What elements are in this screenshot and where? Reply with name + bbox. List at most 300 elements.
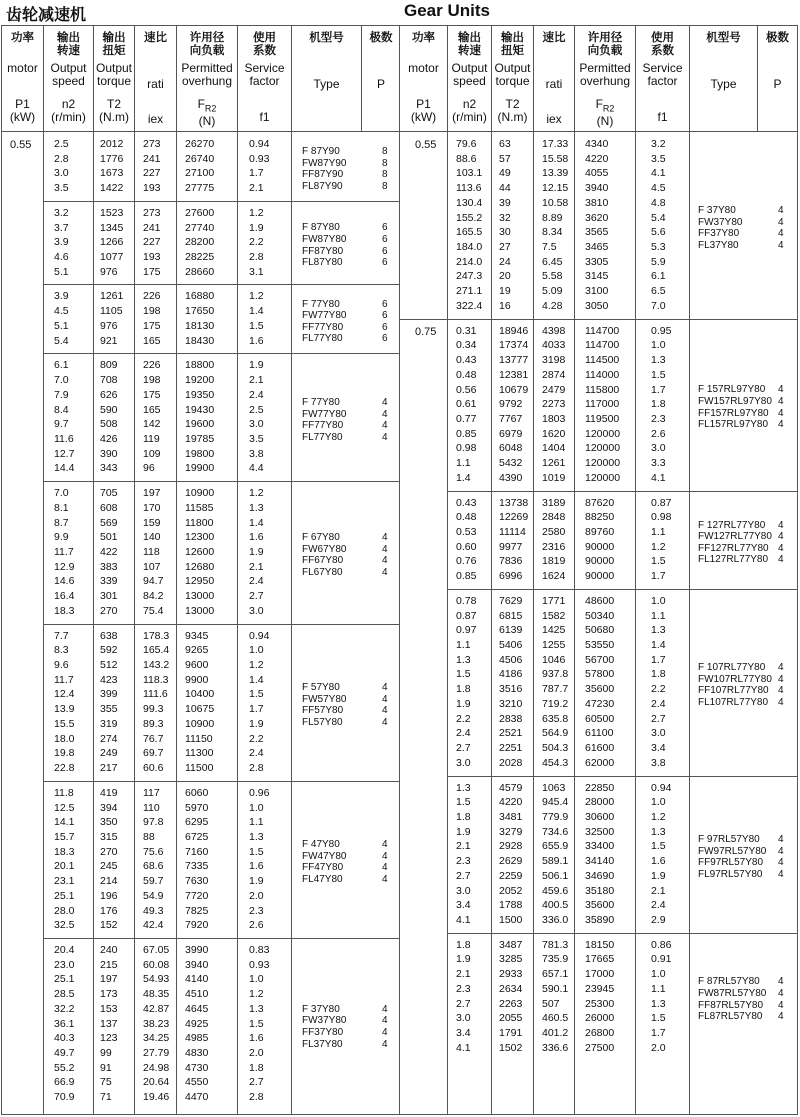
output-torque-cell: 343 [100,462,118,475]
group-divider [44,481,399,482]
table-group [2,781,399,938]
model-row [302,681,388,694]
permitted-overhung-cell: 18800 [185,359,215,372]
table-group [400,491,797,589]
permitted-overhung-cell: 11800 [185,516,214,529]
output-speed-cell: 2.3 [456,855,471,868]
model-type: FW87Y80 [302,234,347,246]
model-poles: 6 [382,333,388,345]
service-factor-cell: 0.93 [249,152,270,165]
ratio-cell: 657.1 [542,968,569,981]
table-row [400,997,690,1012]
permitted-overhung-cell: 4550 [185,1076,209,1089]
service-factor-cell: 2.2 [249,732,264,745]
model-poles: 4 [778,987,784,999]
header-col-4 [575,26,636,132]
output-speed-cell: 5.1 [54,265,69,278]
output-speed-cell: 1.3 [456,653,471,666]
table-row [400,884,690,899]
output-speed-cell: 0.43 [456,354,477,367]
permitted-overhung-cell: 3620 [585,211,609,224]
output-speed-cell: 32.5 [54,919,75,932]
model-type: FF107RL77Y80 [698,685,769,697]
header-label-en: motor [408,61,439,75]
permitted-overhung-cell: 17665 [585,953,615,966]
output-torque-cell: 12269 [499,511,529,524]
model-poles: 4 [382,431,388,443]
ratio-cell: 2479 [542,383,566,396]
model-row [698,228,784,240]
header-label-en: P [376,77,385,91]
model-row [698,987,784,1000]
service-factor-cell: 1.2 [249,659,264,672]
header-label-en: rati [147,77,164,91]
output-speed-cell: 0.85 [456,570,477,583]
service-factor-cell: 2.4 [651,697,666,710]
ratio-cell: 175 [143,319,161,332]
table-group [400,319,797,491]
service-factor-cell: 2.0 [249,889,264,902]
output-torque-cell: 71 [100,1091,112,1104]
model-type: F 77Y80 [302,298,340,310]
ratio-cell: 49.3 [143,904,164,917]
output-torque-cell: 3487 [499,938,523,951]
permitted-overhung-cell: 16880 [185,290,215,303]
output-torque-cell: 2629 [499,855,523,868]
table-row [2,319,292,334]
output-speed-cell: 88.6 [456,152,477,165]
header-symbol: n2 [61,97,76,111]
table-row [400,269,690,284]
model-row [698,868,784,881]
service-factor-cell: 2.7 [249,590,264,603]
output-torque-cell: 27 [499,241,511,254]
model-type: FW57Y80 [302,693,347,705]
output-torque-cell: 9792 [499,398,523,411]
output-speed-cell: 9.6 [54,659,69,672]
service-factor-cell: 1.0 [249,973,264,986]
service-factor-cell: 1.4 [249,673,264,686]
output-speed-cell: 3.9 [54,290,69,303]
service-factor-cell: 0.83 [249,944,270,956]
model-row [302,850,388,863]
model-row [698,395,784,408]
service-factor-cell: 3.8 [249,447,264,460]
output-torque-cell: 2055 [499,1012,523,1025]
page-title-english: Gear Units [404,1,490,20]
header-unit: (N) [198,114,216,129]
output-torque-cell: 274 [100,732,118,745]
permitted-overhung-cell: 35600 [585,683,615,696]
table-row [400,898,690,913]
table-row [2,417,292,432]
ratio-cell: 1425 [542,624,566,637]
model-row [302,555,388,567]
table-row [400,638,690,653]
header-unit: (r/min) [51,110,86,124]
output-torque-cell: 339 [100,575,118,588]
output-torque-cell: 2521 [499,727,523,740]
table-row [400,967,690,982]
ratio-cell: 8.89 [542,211,563,224]
permitted-overhung-cell: 60500 [585,712,615,725]
table-row [2,334,292,349]
model-poles: 4 [382,681,388,693]
output-speed-cell: 15.5 [54,717,75,730]
service-factor-cell: 6.1 [651,270,666,283]
output-torque-cell: 1077 [100,251,124,264]
table-row [2,1075,292,1090]
permitted-overhung-cell: 13000 [185,590,215,603]
model-poles: 4 [382,850,388,862]
table-row [2,943,292,958]
output-speed-cell: 2.7 [456,742,471,755]
permitted-overhung-cell: 90000 [585,570,615,583]
output-speed-cell: 4.5 [54,305,69,318]
output-torque-cell: 7767 [499,412,523,425]
output-torque-cell: 1266 [100,236,124,249]
output-speed-cell: 12.7 [54,447,75,460]
permitted-overhung-cell: 35180 [585,884,615,897]
model-poles: 6 [382,321,388,333]
table-row [400,299,690,314]
service-factor-cell: 0.98 [651,511,672,524]
ratio-cell: 1803 [542,412,566,425]
output-speed-cell: 0.97 [456,624,477,637]
ratio-cell: 69.7 [143,747,164,760]
output-speed-cell: 0.34 [456,339,477,352]
output-speed-cell: 3.4 [456,899,471,912]
model-row [698,205,784,217]
ratio-cell: 15.58 [542,152,569,165]
output-speed-cell: 0.43 [456,496,477,509]
header-label-en: Service factor [642,61,683,88]
ratio-cell: 143.2 [143,659,170,672]
permitted-overhung-cell: 3100 [585,285,609,298]
model-list [302,298,388,345]
ratio-cell: 787.7 [542,683,569,696]
permitted-overhung-cell: 56700 [585,653,615,666]
ratio-cell: 54.93 [143,973,170,986]
output-torque-cell: 2251 [499,742,523,755]
power-divider [400,319,448,320]
service-factor-cell: 1.1 [651,525,666,538]
output-speed-cell: 25.1 [54,889,75,902]
output-speed-cell: 40.3 [54,1032,75,1045]
service-factor-cell: 0.87 [651,496,672,509]
model-type: FF87Y90 [302,169,344,181]
permitted-overhung-cell: 10900 [185,487,215,500]
table-group [2,353,399,481]
ratio-cell: 24.98 [143,1061,170,1074]
table-row [400,839,690,854]
table-row [400,569,690,584]
permitted-overhung-cell: 12300 [185,531,215,544]
output-torque-cell: 422 [100,545,118,558]
model-type: FW97RL57Y80 [698,845,767,857]
model-poles: 6 [382,234,388,246]
model-type: FL87Y80 [302,257,343,269]
group-divider [448,491,797,492]
output-torque-cell: 13777 [499,354,529,367]
output-speed-cell: 8.1 [54,501,69,514]
table-row [400,869,690,884]
output-speed-cell: 9.7 [54,418,69,431]
output-speed-cell: 12.5 [54,801,75,814]
model-poles: 4 [778,661,784,673]
output-torque-cell: 11114 [499,525,526,538]
output-torque-cell: 569 [100,516,118,529]
output-speed-cell: 130.4 [456,196,483,209]
output-torque-cell: 508 [100,418,118,431]
model-row [302,716,388,729]
ratio-cell: 159 [143,516,161,529]
table-row [400,211,690,226]
motor-power: 0.55 [415,139,437,151]
output-speed-cell: 0.61 [456,398,477,411]
table-row [2,501,292,516]
model-type: F 37Y80 [302,1003,340,1015]
permitted-overhung-cell: 3940 [585,182,609,195]
service-factor-cell: 1.1 [249,816,264,829]
permitted-overhung-cell: 53550 [585,639,615,652]
model-type: F 107RL77Y80 [698,661,766,673]
model-poles: 8 [382,157,388,169]
service-factor-cell: 2.1 [249,182,264,195]
model-list [698,205,784,251]
model-poles: 8 [382,169,388,181]
model-type: FF37Y80 [698,228,740,240]
output-torque-cell: 39 [499,196,511,209]
model-row [302,705,388,717]
ratio-cell: 60.6 [143,762,164,775]
service-factor-cell: 1.2 [249,988,264,1001]
output-speed-cell: 3.4 [456,1027,471,1040]
header-col-3 [135,26,177,132]
output-torque-cell: 2838 [499,712,523,725]
ratio-cell: 734.6 [542,825,569,838]
header-unit: iex [546,112,562,126]
permitted-overhung-cell: 89760 [585,525,615,538]
service-factor-cell: 2.1 [651,884,666,897]
output-torque-cell: 63 [499,138,511,150]
ratio-cell: 117 [143,786,160,799]
output-torque-cell: 217 [100,762,118,775]
service-factor-cell: 1.8 [651,668,666,681]
table-row [2,1017,292,1032]
output-speed-cell: 0.87 [456,609,477,622]
model-row [302,310,388,322]
ratio-cell: 75.4 [143,604,164,617]
header-col-5 [238,26,292,132]
ratio-cell: 89.3 [143,717,164,730]
model-type: FF87RL57Y80 [698,999,764,1011]
service-factor-cell: 0.91 [651,953,672,966]
table-row [2,250,292,265]
output-speed-cell: 70.9 [54,1091,75,1104]
permitted-overhung-cell: 57800 [585,668,615,681]
output-torque-cell: 20 [499,270,511,283]
output-torque-cell: 426 [100,432,118,445]
output-speed-cell: 13.9 [54,703,75,716]
model-type: FF157RL97Y80 [698,407,769,419]
model-list [302,532,388,578]
ratio-cell: 5.58 [542,270,563,283]
ratio-cell: 7.5 [542,241,557,254]
output-speed-cell: 14.4 [54,462,75,475]
header-label-cn: 功率 [412,30,435,44]
output-speed-cell: 14.1 [54,816,75,829]
ratio-cell: 2316 [542,540,566,553]
header-unit: f1 [259,110,270,124]
ratio-cell: 590.1 [542,982,569,995]
header-col-7 [362,26,400,132]
model-row [302,566,388,579]
table-row [2,221,292,236]
permitted-overhung-cell: 26740 [185,152,215,165]
table-row [2,643,292,658]
service-factor-cell: 1.9 [249,717,264,730]
left-table-half [2,26,400,1114]
table-row [2,629,292,644]
header-label-en: rati [545,77,563,91]
table-row [2,987,292,1002]
model-row [698,845,784,858]
output-speed-cell: 247.3 [456,270,483,283]
ratio-cell: 401.2 [542,1027,569,1040]
model-poles: 4 [778,673,784,685]
output-torque-cell: 383 [100,560,118,573]
output-speed-cell: 2.3 [456,982,471,995]
service-factor-cell: 1.7 [651,1027,666,1040]
header-unit: (kW) [410,110,437,124]
output-torque-cell: 173 [100,988,118,1001]
output-torque-cell: 4579 [499,781,523,794]
output-torque-cell: 592 [100,644,118,657]
header-label-en: Output torque [494,61,531,88]
output-torque-cell: 2634 [499,982,523,995]
service-factor-cell: 1.6 [249,531,264,544]
output-torque-cell: 390 [100,447,118,460]
service-factor-cell: 2.3 [651,412,666,425]
ratio-cell: 5.09 [542,285,563,298]
output-speed-cell: 7.0 [54,487,69,500]
output-speed-cell: 7.9 [54,388,69,401]
model-row [302,181,388,193]
permitted-overhung-cell: 47230 [585,697,615,710]
header-label-cn: 极数 [369,30,393,44]
permitted-overhung-cell: 18130 [185,319,215,332]
table-row [2,972,292,987]
ratio-cell: 1019 [542,471,566,484]
output-torque-cell: 196 [100,889,118,902]
permitted-overhung-cell: 3940 [185,958,209,971]
permitted-overhung-cell: 9265 [185,644,209,657]
table-row [400,825,690,840]
service-factor-cell: 1.5 [651,1012,666,1025]
output-speed-cell: 66.9 [54,1076,75,1089]
ratio-cell: 75.6 [143,845,164,858]
header-col-2 [94,26,135,132]
permitted-overhung-cell: 28000 [585,796,615,809]
service-factor-cell: 0.94 [249,629,270,642]
permitted-overhung-cell: 19900 [185,462,215,475]
output-torque-cell: 2052 [499,884,523,897]
output-torque-cell: 245 [100,860,118,873]
header-label-cn: 使用 系数 [253,30,276,57]
model-poles: 4 [382,873,388,885]
service-factor-cell: 1.5 [651,368,666,381]
table-group [2,284,399,353]
model-list [698,833,784,880]
table-row [400,854,690,869]
output-speed-cell: 7.0 [54,374,69,387]
permitted-overhung-cell: 28200 [185,236,215,249]
output-torque-cell: 6815 [499,609,523,622]
model-list [302,397,388,443]
ratio-cell: 1771 [542,594,566,607]
permitted-overhung-cell: 22850 [585,781,615,794]
model-poles: 4 [382,566,388,578]
ratio-cell: 8.34 [542,226,563,239]
output-torque-cell: 399 [100,688,118,701]
service-factor-cell: 2.4 [651,899,666,912]
model-poles: 4 [778,976,784,988]
permitted-overhung-cell: 11300 [185,747,214,760]
model-row [698,531,784,543]
model-poles: 6 [382,310,388,322]
header-col-3 [534,26,575,132]
permitted-overhung-cell: 87620 [585,496,615,509]
output-speed-cell: 4.1 [456,913,471,926]
model-poles: 4 [778,239,784,251]
header-col-1 [448,26,492,132]
table-row [400,554,690,569]
model-poles: 4 [382,397,388,409]
model-poles: 4 [778,216,784,228]
permitted-overhung-cell: 120000 [585,427,621,440]
header-unit: (N.m) [497,110,528,124]
model-poles: 4 [382,705,388,717]
ratio-cell: 34.25 [143,1032,170,1045]
permitted-overhung-cell: 10675 [185,703,215,716]
model-row [698,673,784,686]
service-factor-cell: 2.1 [249,374,264,387]
model-poles: 4 [778,407,784,419]
header-label-cn: 极数 [766,30,789,44]
ratio-cell: 10.58 [542,196,569,209]
permitted-overhung-cell: 25300 [585,997,615,1010]
service-factor-cell: 1.2 [651,810,666,823]
table-row [2,604,292,619]
model-type: FF127RL77Y80 [698,542,769,554]
output-speed-cell: 5.1 [54,319,69,332]
model-row [302,431,388,444]
output-speed-cell: 20.1 [54,860,75,873]
table-row [2,1031,292,1046]
output-speed-cell: 11.8 [54,786,74,799]
output-speed-cell: 3.2 [54,206,69,219]
model-type: F 67Y80 [302,532,340,544]
output-torque-cell: 240 [100,944,118,956]
output-torque-cell: 5406 [499,639,523,652]
service-factor-cell: 2.4 [249,575,264,588]
service-factor-cell: 1.8 [651,398,666,411]
header-symbol: P1 [416,97,431,111]
model-poles: 4 [778,531,784,543]
service-factor-cell: 1.0 [651,339,666,352]
model-row [698,833,784,846]
